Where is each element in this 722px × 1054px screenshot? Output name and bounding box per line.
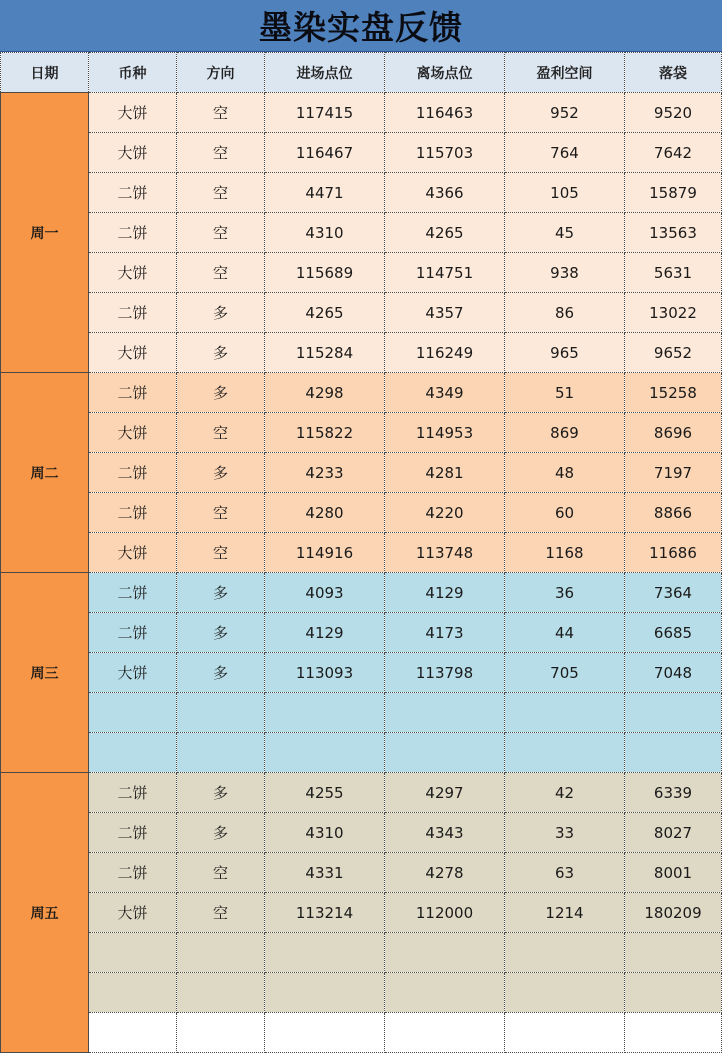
coin-cell[interactable]: 二饼 <box>89 853 177 893</box>
coin-cell[interactable]: 二饼 <box>89 613 177 653</box>
table-row <box>1 453 722 493</box>
direction-cell[interactable]: 多 <box>177 373 265 413</box>
profit-range-cell[interactable]: 63 <box>505 853 625 893</box>
coin-cell[interactable]: 二饼 <box>89 773 177 813</box>
header-row <box>1 53 722 93</box>
coin-cell[interactable]: 二饼 <box>89 293 177 333</box>
realized-cell[interactable]: 8027 <box>625 813 722 853</box>
sheet-title: 墨染实盘反馈 <box>0 0 722 52</box>
coin-cell[interactable]: 大饼 <box>89 413 177 453</box>
coin-cell[interactable] <box>89 933 177 973</box>
entry-cell[interactable]: 115284 <box>265 333 385 373</box>
entry-cell[interactable]: 113214 <box>265 893 385 933</box>
direction-cell[interactable] <box>177 693 265 733</box>
entry-cell[interactable]: 115689 <box>265 253 385 293</box>
exit-cell[interactable] <box>385 693 505 733</box>
direction-cell[interactable] <box>177 973 265 1013</box>
direction-cell[interactable]: 空 <box>177 253 265 293</box>
coin-cell[interactable] <box>89 973 177 1013</box>
profit-range-cell[interactable]: 48 <box>505 453 625 493</box>
realized-cell[interactable]: 6685 <box>625 613 722 653</box>
exit-cell[interactable]: 115703 <box>385 133 505 173</box>
entry-cell[interactable]: 116467 <box>265 133 385 173</box>
realized-cell[interactable]: 6339 <box>625 773 722 813</box>
exit-cell[interactable]: 113798 <box>385 653 505 693</box>
profit-range-cell[interactable]: 764 <box>505 133 625 173</box>
direction-cell[interactable]: 多 <box>177 773 265 813</box>
direction-cell[interactable]: 多 <box>177 813 265 853</box>
direction-cell[interactable]: 空 <box>177 853 265 893</box>
profit-range-cell[interactable]: 1214 <box>505 893 625 933</box>
col-header-direction: 方向 <box>177 53 265 93</box>
exit-cell[interactable] <box>385 733 505 773</box>
table-row <box>1 813 722 853</box>
direction-cell[interactable]: 空 <box>177 133 265 173</box>
profit-range-cell[interactable]: 1168 <box>505 533 625 573</box>
profit-range-cell[interactable]: 869 <box>505 413 625 453</box>
realized-cell[interactable] <box>625 693 722 733</box>
profit-range-cell[interactable]: 51 <box>505 373 625 413</box>
profit-range-cell[interactable]: 33 <box>505 813 625 853</box>
direction-cell[interactable] <box>177 1013 265 1053</box>
table-row <box>1 413 722 453</box>
direction-cell[interactable]: 多 <box>177 453 265 493</box>
direction-cell[interactable] <box>177 733 265 773</box>
exit-cell[interactable] <box>385 933 505 973</box>
profit-range-cell[interactable] <box>505 933 625 973</box>
table-row <box>1 533 722 573</box>
realized-cell[interactable]: 8696 <box>625 413 722 453</box>
realized-cell[interactable]: 7642 <box>625 133 722 173</box>
exit-cell[interactable]: 4349 <box>385 373 505 413</box>
realized-cell[interactable] <box>625 1013 722 1053</box>
entry-cell[interactable]: 4310 <box>265 213 385 253</box>
realized-cell[interactable]: 8866 <box>625 493 722 533</box>
table-row <box>1 1013 722 1053</box>
coin-cell[interactable]: 大饼 <box>89 893 177 933</box>
coin-cell[interactable]: 大饼 <box>89 253 177 293</box>
entry-cell[interactable] <box>265 733 385 773</box>
coin-cell[interactable]: 二饼 <box>89 493 177 533</box>
coin-cell[interactable]: 二饼 <box>89 173 177 213</box>
table-row <box>1 213 722 253</box>
realized-cell[interactable]: 9652 <box>625 333 722 373</box>
entry-cell[interactable] <box>265 1013 385 1053</box>
table-row <box>1 173 722 213</box>
exit-cell[interactable]: 4343 <box>385 813 505 853</box>
exit-cell[interactable]: 114751 <box>385 253 505 293</box>
day-cell[interactable]: 周五 <box>1 773 89 1053</box>
coin-cell[interactable]: 大饼 <box>89 333 177 373</box>
coin-cell[interactable]: 二饼 <box>89 213 177 253</box>
entry-cell[interactable] <box>265 973 385 1013</box>
trade-table <box>0 52 722 1053</box>
realized-cell[interactable]: 7364 <box>625 573 722 613</box>
exit-cell[interactable]: 113748 <box>385 533 505 573</box>
table-row <box>1 493 722 533</box>
table-row <box>1 733 722 773</box>
direction-cell[interactable]: 多 <box>177 293 265 333</box>
realized-cell[interactable] <box>625 733 722 773</box>
profit-range-cell[interactable]: 105 <box>505 173 625 213</box>
direction-cell[interactable]: 多 <box>177 613 265 653</box>
exit-cell[interactable]: 4173 <box>385 613 505 653</box>
coin-cell[interactable]: 二饼 <box>89 813 177 853</box>
day-cell[interactable]: 周二 <box>1 373 89 573</box>
profit-range-cell[interactable]: 965 <box>505 333 625 373</box>
entry-cell[interactable]: 115822 <box>265 413 385 453</box>
table-row <box>1 333 722 373</box>
realized-cell[interactable]: 13022 <box>625 293 722 333</box>
profit-range-cell[interactable] <box>505 733 625 773</box>
coin-cell[interactable]: 大饼 <box>89 533 177 573</box>
profit-range-cell[interactable]: 44 <box>505 613 625 653</box>
table-row <box>1 853 722 893</box>
coin-cell[interactable]: 二饼 <box>89 373 177 413</box>
coin-cell[interactable]: 二饼 <box>89 573 177 613</box>
entry-cell[interactable] <box>265 693 385 733</box>
realized-cell[interactable]: 8001 <box>625 853 722 893</box>
exit-cell[interactable]: 4265 <box>385 213 505 253</box>
exit-cell[interactable]: 114953 <box>385 413 505 453</box>
table-row <box>1 933 722 973</box>
entry-cell[interactable]: 4129 <box>265 613 385 653</box>
realized-cell[interactable]: 7197 <box>625 453 722 493</box>
profit-range-cell[interactable]: 45 <box>505 213 625 253</box>
exit-cell[interactable]: 4220 <box>385 493 505 533</box>
table-row <box>1 893 722 933</box>
exit-cell[interactable]: 4357 <box>385 293 505 333</box>
exit-cell[interactable]: 116463 <box>385 93 505 133</box>
entry-cell[interactable]: 4255 <box>265 773 385 813</box>
table-row <box>1 613 722 653</box>
table-row <box>1 693 722 733</box>
realized-cell[interactable]: 11686 <box>625 533 722 573</box>
entry-cell[interactable]: 4093 <box>265 573 385 613</box>
coin-cell[interactable] <box>89 693 177 733</box>
entry-cell[interactable]: 4471 <box>265 173 385 213</box>
direction-cell[interactable]: 空 <box>177 893 265 933</box>
direction-cell[interactable]: 多 <box>177 653 265 693</box>
realized-cell[interactable] <box>625 973 722 1013</box>
direction-cell[interactable]: 多 <box>177 333 265 373</box>
entry-cell[interactable] <box>265 933 385 973</box>
table-row <box>1 133 722 173</box>
col-header-profit-range: 盈利空间 <box>505 53 625 93</box>
exit-cell[interactable] <box>385 1013 505 1053</box>
profit-range-cell[interactable] <box>505 973 625 1013</box>
profit-range-cell[interactable]: 938 <box>505 253 625 293</box>
table-row <box>1 373 722 413</box>
profit-range-cell[interactable]: 42 <box>505 773 625 813</box>
profit-range-cell[interactable]: 86 <box>505 293 625 333</box>
profit-range-cell[interactable]: 952 <box>505 93 625 133</box>
profit-range-cell[interactable] <box>505 693 625 733</box>
coin-cell[interactable] <box>89 1013 177 1053</box>
day-cell[interactable]: 周一 <box>1 93 89 373</box>
table-row <box>1 653 722 693</box>
realized-cell[interactable]: 7048 <box>625 653 722 693</box>
profit-range-cell[interactable]: 60 <box>505 493 625 533</box>
realized-cell[interactable]: 9520 <box>625 93 722 133</box>
direction-cell[interactable]: 空 <box>177 493 265 533</box>
entry-cell[interactable]: 4233 <box>265 453 385 493</box>
coin-cell[interactable]: 大饼 <box>89 133 177 173</box>
col-header-entry: 进场点位 <box>265 53 385 93</box>
exit-cell[interactable]: 4366 <box>385 173 505 213</box>
coin-cell[interactable]: 大饼 <box>89 93 177 133</box>
direction-cell[interactable]: 空 <box>177 413 265 453</box>
entry-cell[interactable]: 4310 <box>265 813 385 853</box>
direction-cell[interactable]: 空 <box>177 173 265 213</box>
entry-cell[interactable]: 4280 <box>265 493 385 533</box>
exit-cell[interactable]: 4278 <box>385 853 505 893</box>
exit-cell[interactable]: 4297 <box>385 773 505 813</box>
table-row <box>1 573 722 613</box>
direction-cell[interactable] <box>177 933 265 973</box>
table-row <box>1 293 722 333</box>
table-row <box>1 973 722 1013</box>
table-row <box>1 253 722 293</box>
table-row <box>1 93 722 133</box>
profit-range-cell[interactable]: 705 <box>505 653 625 693</box>
exit-cell[interactable]: 4281 <box>385 453 505 493</box>
realized-cell[interactable]: 13563 <box>625 213 722 253</box>
col-header-coin: 币种 <box>89 53 177 93</box>
col-header-exit: 离场点位 <box>385 53 505 93</box>
exit-cell[interactable] <box>385 973 505 1013</box>
exit-cell[interactable]: 4129 <box>385 573 505 613</box>
realized-cell[interactable]: 180209 <box>625 893 722 933</box>
realized-cell[interactable] <box>625 933 722 973</box>
table-body <box>1 93 722 1053</box>
direction-cell[interactable]: 空 <box>177 93 265 133</box>
entry-cell[interactable]: 113093 <box>265 653 385 693</box>
exit-cell[interactable]: 112000 <box>385 893 505 933</box>
exit-cell[interactable]: 116249 <box>385 333 505 373</box>
entry-cell[interactable]: 4331 <box>265 853 385 893</box>
coin-cell[interactable]: 大饼 <box>89 653 177 693</box>
realized-cell[interactable]: 15879 <box>625 173 722 213</box>
table-row <box>1 773 722 813</box>
entry-cell[interactable]: 114916 <box>265 533 385 573</box>
col-header-realized: 落袋 <box>625 53 722 93</box>
coin-cell[interactable] <box>89 733 177 773</box>
direction-cell[interactable]: 空 <box>177 533 265 573</box>
profit-range-cell[interactable]: 36 <box>505 573 625 613</box>
coin-cell[interactable]: 二饼 <box>89 453 177 493</box>
realized-cell[interactable]: 5631 <box>625 253 722 293</box>
direction-cell[interactable]: 多 <box>177 573 265 613</box>
profit-range-cell[interactable] <box>505 1013 625 1053</box>
entry-cell[interactable]: 117415 <box>265 93 385 133</box>
realized-cell[interactable]: 15258 <box>625 373 722 413</box>
entry-cell[interactable]: 4298 <box>265 373 385 413</box>
col-header-date: 日期 <box>1 53 89 93</box>
direction-cell[interactable]: 空 <box>177 213 265 253</box>
entry-cell[interactable]: 4265 <box>265 293 385 333</box>
day-cell[interactable]: 周三 <box>1 573 89 773</box>
